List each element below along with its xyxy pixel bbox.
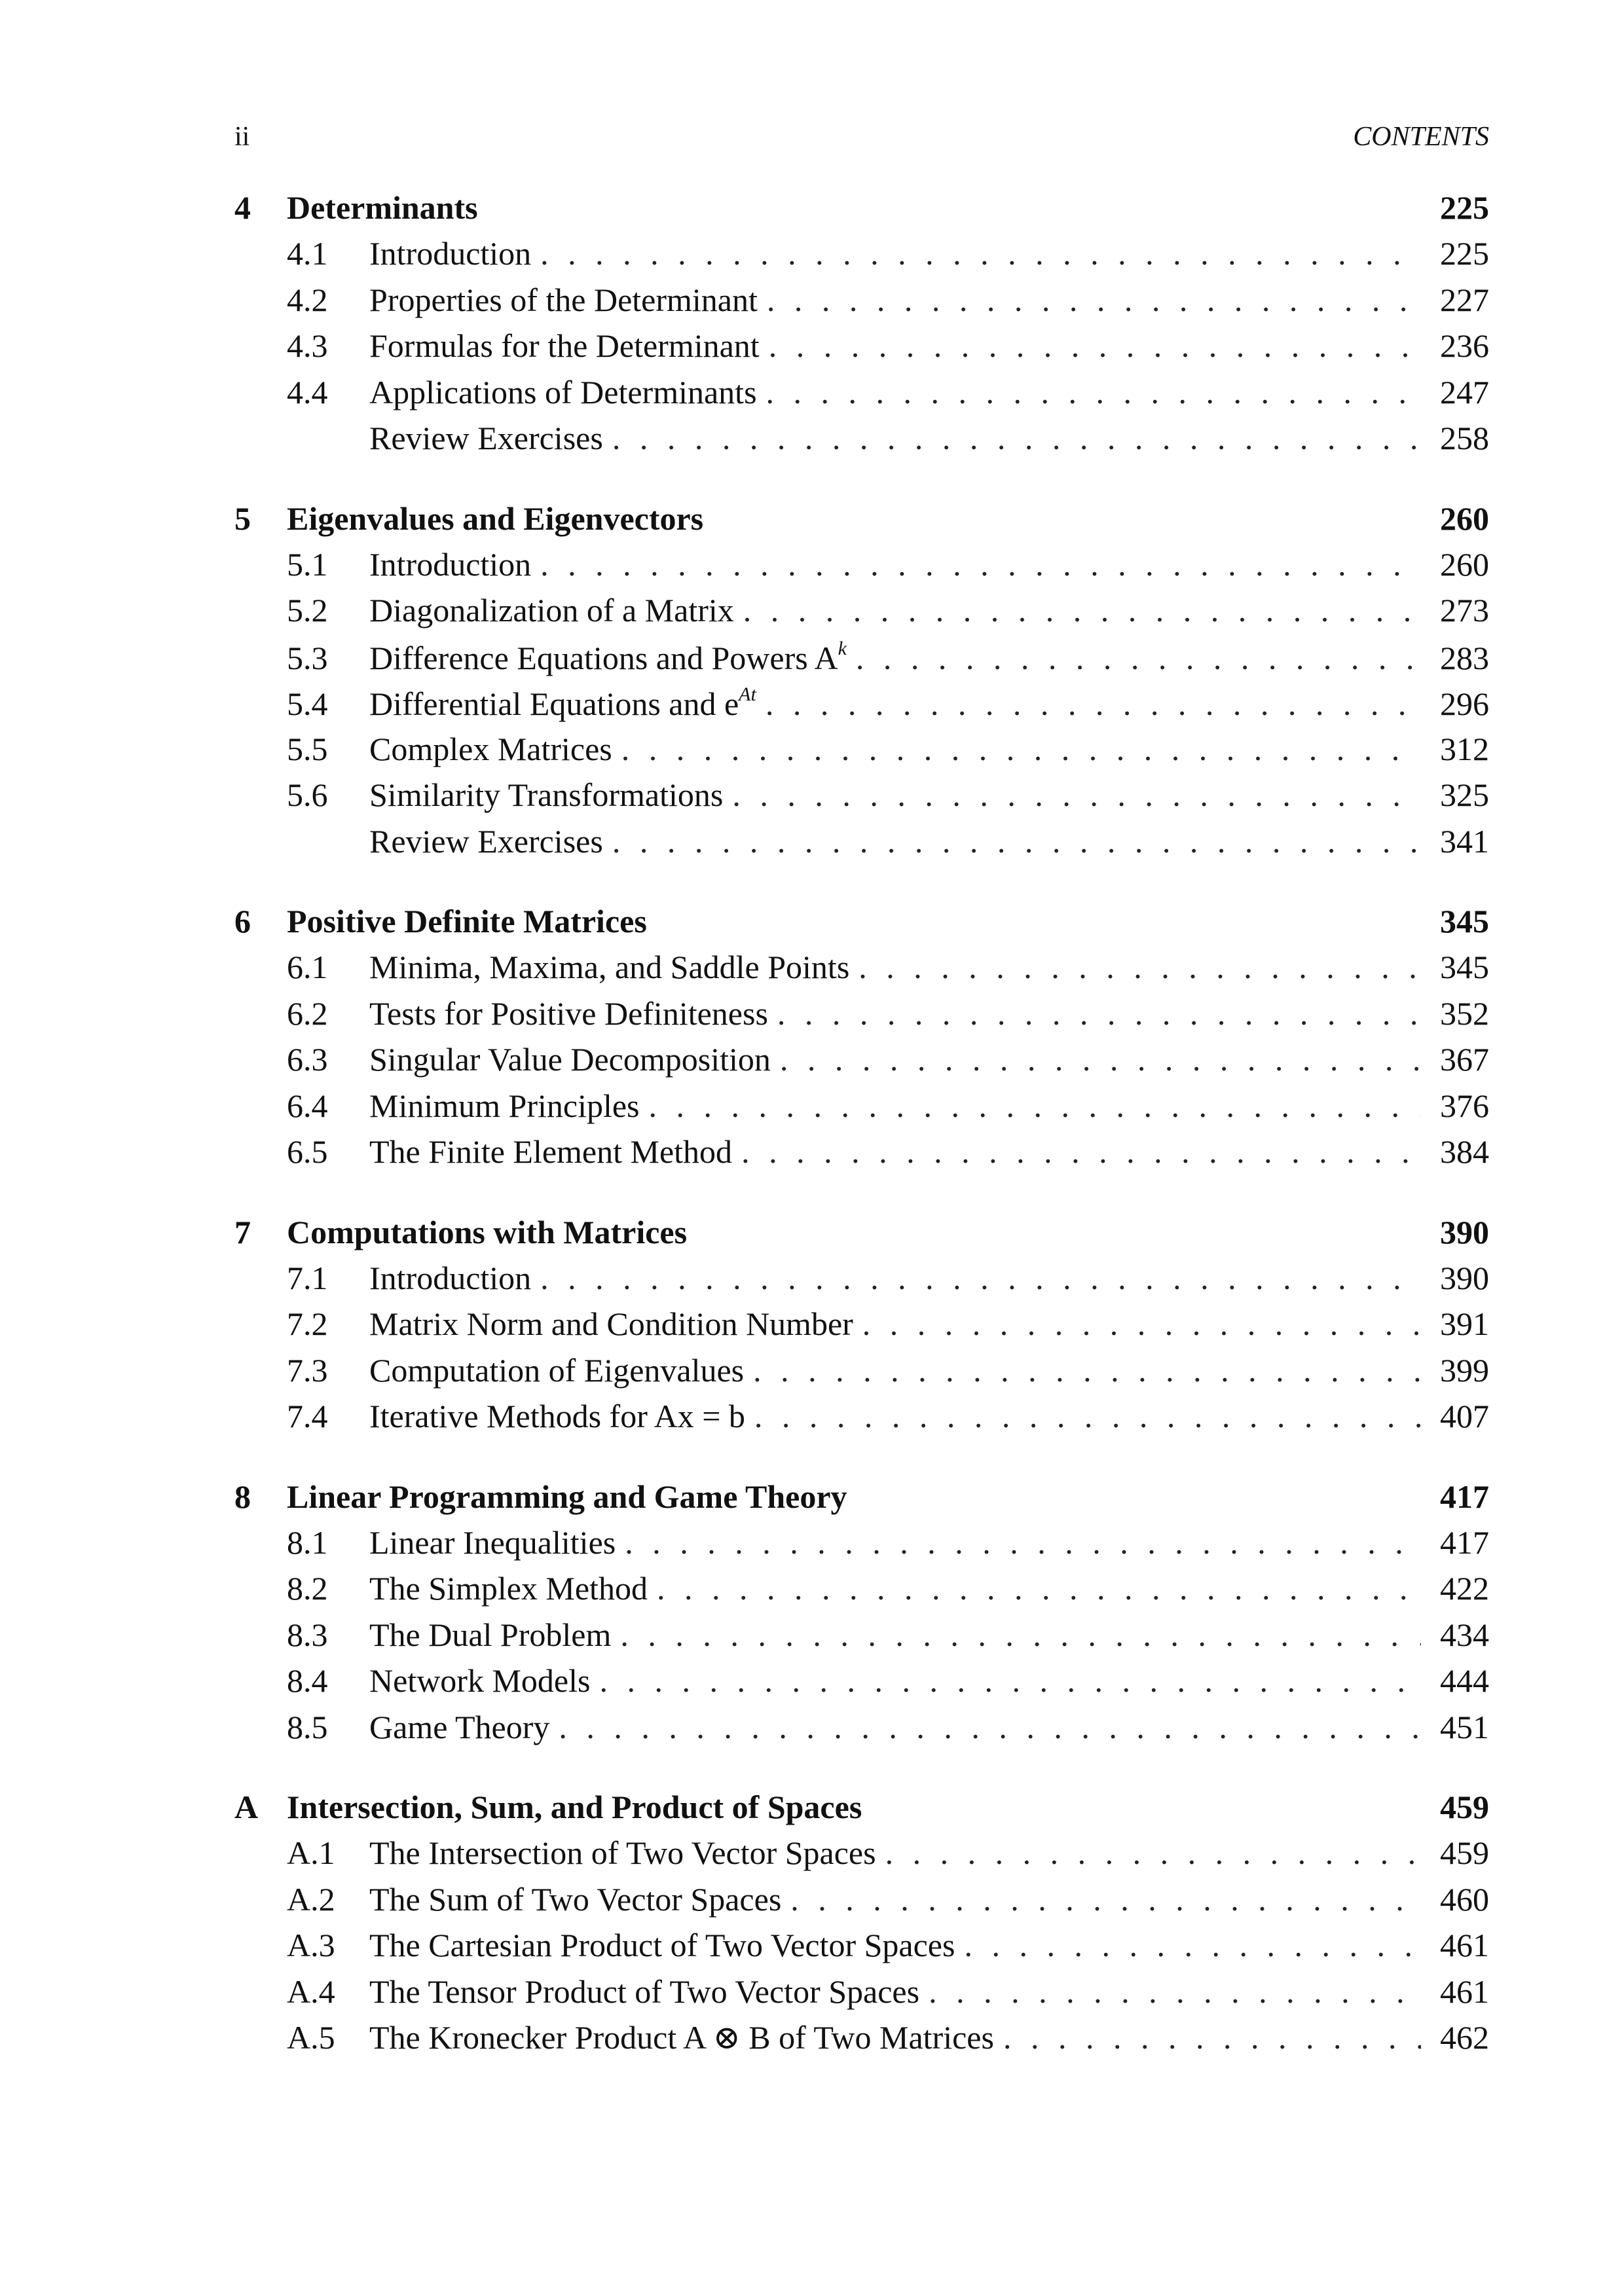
section-page: 283 bbox=[1440, 639, 1489, 676]
section-page: 258 bbox=[1440, 420, 1489, 456]
section-page: 390 bbox=[1440, 1259, 1489, 1296]
toc-chapter bbox=[234, 1788, 1489, 2065]
section-page: 325 bbox=[1440, 776, 1489, 813]
section-title bbox=[369, 1133, 741, 1171]
toc-entry[interactable] bbox=[234, 1259, 1489, 1305]
toc-entry[interactable] bbox=[234, 730, 1489, 776]
dot-leader bbox=[657, 1569, 1421, 1607]
section-number: A.1 bbox=[287, 1834, 335, 1871]
section-title bbox=[369, 419, 612, 457]
dot-leader bbox=[780, 1040, 1421, 1078]
chapter-title: Intersection, Sum, and Product of Spaces bbox=[287, 1789, 862, 1825]
section-page: 225 bbox=[1440, 235, 1489, 272]
chapter-number: 5 bbox=[234, 500, 251, 537]
section-page: 352 bbox=[1440, 994, 1489, 1032]
section-title-text: Game Theory bbox=[369, 1708, 550, 1745]
toc-entry[interactable] bbox=[234, 591, 1489, 638]
dot-leader bbox=[743, 591, 1421, 629]
toc-entry[interactable] bbox=[234, 1834, 1489, 1880]
section-title-text: Singular Value Decomposition bbox=[369, 1041, 771, 1078]
toc-entry[interactable] bbox=[234, 2018, 1489, 2065]
dot-leader bbox=[732, 776, 1421, 814]
section-title-text: Computation of Eigenvalues bbox=[369, 1351, 745, 1389]
toc-entry[interactable] bbox=[234, 1662, 1489, 1708]
chapter-heading[interactable] bbox=[234, 1788, 1489, 1834]
chapter-page: 417 bbox=[1440, 1478, 1489, 1515]
section-number: 6.3 bbox=[287, 1041, 328, 1078]
chapter-number: 8 bbox=[234, 1478, 251, 1515]
section-title bbox=[369, 281, 767, 319]
section-title bbox=[369, 1708, 559, 1746]
section-page: 391 bbox=[1440, 1305, 1489, 1342]
section-page: 247 bbox=[1440, 373, 1489, 410]
section-title-text: Tests for Positive Definiteness bbox=[369, 994, 768, 1032]
section-number: 5.6 bbox=[287, 776, 328, 813]
section-number: 5.4 bbox=[287, 685, 328, 722]
section-title-text: Minimum Principles bbox=[369, 1087, 640, 1124]
toc-chapter bbox=[234, 500, 1489, 869]
dot-leader bbox=[769, 327, 1421, 365]
toc-entry[interactable] bbox=[234, 994, 1489, 1041]
dot-leader bbox=[929, 1973, 1421, 2011]
section-title bbox=[369, 730, 621, 768]
toc-entry[interactable] bbox=[234, 1973, 1489, 2019]
section-page: 451 bbox=[1440, 1708, 1489, 1745]
section-title-text: The Finite Element Method bbox=[369, 1133, 733, 1170]
section-number: 6.5 bbox=[287, 1133, 328, 1170]
chapter-heading[interactable] bbox=[234, 902, 1489, 948]
section-title-text: Differential Equations and e bbox=[369, 685, 739, 722]
toc-entry[interactable] bbox=[234, 1616, 1489, 1662]
chapter-title: Eigenvalues and Eigenvectors bbox=[287, 500, 704, 537]
section-title-text: Introduction bbox=[369, 1259, 532, 1296]
section-title-text: The Tensor Product of Two Vector Spaces bbox=[369, 1973, 920, 2010]
section-number: 5.5 bbox=[287, 730, 328, 767]
chapter-number: 7 bbox=[234, 1213, 251, 1250]
section-title bbox=[369, 1523, 625, 1561]
page-header bbox=[234, 121, 1489, 154]
dot-leader bbox=[766, 373, 1421, 411]
section-number: A.3 bbox=[287, 1927, 335, 1963]
section-title bbox=[369, 591, 743, 629]
toc-entry[interactable] bbox=[234, 948, 1489, 994]
section-title-text: Introduction bbox=[369, 545, 532, 583]
section-title bbox=[369, 1880, 790, 1918]
section-page: 417 bbox=[1440, 1523, 1489, 1561]
section-number: 4.3 bbox=[287, 327, 328, 364]
toc-entry[interactable] bbox=[234, 1397, 1489, 1444]
section-title bbox=[369, 1040, 780, 1078]
section-number: 4.4 bbox=[287, 373, 328, 410]
section-title-text: Review Exercises bbox=[369, 822, 603, 860]
dot-leader bbox=[862, 1305, 1421, 1343]
section-page: 367 bbox=[1440, 1041, 1489, 1078]
section-number: 8.4 bbox=[287, 1662, 328, 1699]
chapter-heading[interactable] bbox=[234, 1213, 1489, 1259]
toc-entry[interactable] bbox=[234, 1305, 1489, 1351]
chapter-page: 260 bbox=[1440, 500, 1489, 537]
section-title-text: Properties of the Determinant bbox=[369, 281, 758, 318]
section-title bbox=[369, 638, 856, 677]
section-title-text: Complex Matrices bbox=[369, 730, 612, 767]
section-title-text: The Simplex Method bbox=[369, 1570, 648, 1607]
section-page: 434 bbox=[1440, 1616, 1489, 1653]
section-title-text: Iterative Methods for Ax = b bbox=[369, 1398, 745, 1434]
section-title-text: Network Models bbox=[369, 1662, 591, 1699]
toc-entry[interactable] bbox=[234, 234, 1489, 281]
dot-leader bbox=[540, 545, 1421, 583]
section-title bbox=[369, 1834, 885, 1872]
section-title bbox=[369, 373, 766, 411]
section-title bbox=[369, 1259, 540, 1297]
section-number: 6.4 bbox=[287, 1087, 328, 1124]
section-title bbox=[369, 1616, 620, 1654]
dot-leader bbox=[858, 948, 1421, 986]
chapter-heading[interactable] bbox=[234, 500, 1489, 545]
toc-chapter bbox=[234, 902, 1489, 1179]
section-page: 460 bbox=[1440, 1880, 1489, 1918]
section-title bbox=[369, 948, 858, 986]
toc-entry[interactable] bbox=[234, 776, 1489, 822]
dot-leader bbox=[856, 639, 1421, 677]
toc-entry[interactable] bbox=[234, 1133, 1489, 1179]
toc-chapter bbox=[234, 189, 1489, 465]
toc-entry[interactable] bbox=[234, 1040, 1489, 1087]
section-title-superscript: k bbox=[838, 637, 847, 659]
section-page: 312 bbox=[1440, 730, 1489, 767]
dot-leader bbox=[559, 1708, 1421, 1746]
toc-entry[interactable] bbox=[234, 638, 1489, 684]
section-title bbox=[369, 234, 540, 272]
dot-leader bbox=[540, 234, 1421, 272]
running-head: CONTENTS bbox=[1353, 122, 1489, 152]
section-title bbox=[369, 545, 540, 583]
section-page: 376 bbox=[1440, 1087, 1489, 1124]
section-page: 227 bbox=[1440, 281, 1489, 318]
dot-leader bbox=[777, 994, 1421, 1032]
toc-entry[interactable] bbox=[234, 1708, 1489, 1755]
chapter-page: 459 bbox=[1440, 1789, 1489, 1825]
section-number: A.2 bbox=[287, 1880, 335, 1918]
section-number: 6.1 bbox=[287, 949, 328, 985]
section-number: 7.3 bbox=[287, 1351, 328, 1389]
chapter-title: Determinants bbox=[287, 189, 478, 226]
toc-entry[interactable] bbox=[234, 545, 1489, 592]
section-title bbox=[369, 1926, 964, 1964]
section-number: 6.2 bbox=[287, 994, 328, 1032]
section-number: 5.1 bbox=[287, 545, 328, 583]
dot-leader bbox=[964, 1926, 1421, 1964]
section-title bbox=[369, 327, 769, 365]
section-number: 8.5 bbox=[287, 1708, 328, 1745]
table-of-contents bbox=[234, 189, 1489, 2099]
dot-leader bbox=[599, 1662, 1421, 1700]
section-page: 399 bbox=[1440, 1351, 1489, 1389]
dot-leader bbox=[540, 1259, 1421, 1297]
section-page: 444 bbox=[1440, 1662, 1489, 1699]
chapter-number: A bbox=[234, 1789, 259, 1825]
section-title-superscript: At bbox=[739, 683, 756, 705]
section-number: A.5 bbox=[287, 2019, 335, 2056]
dot-leader bbox=[649, 1087, 1422, 1125]
toc-entry[interactable] bbox=[234, 1926, 1489, 1973]
toc-entry[interactable] bbox=[234, 683, 1489, 730]
chapter-number: 6 bbox=[234, 903, 251, 939]
section-page: 422 bbox=[1440, 1570, 1489, 1607]
section-page: 273 bbox=[1440, 592, 1489, 629]
section-title-text: Introduction bbox=[369, 235, 532, 272]
section-page: 461 bbox=[1440, 1927, 1489, 1963]
section-title bbox=[369, 683, 766, 723]
toc-entry[interactable] bbox=[234, 1569, 1489, 1616]
section-number: 8.1 bbox=[287, 1523, 328, 1561]
section-page: 407 bbox=[1440, 1398, 1489, 1434]
section-page: 296 bbox=[1440, 685, 1489, 722]
section-title-text: The Kronecker Product A ⊗ B of Two Matrices bbox=[369, 2019, 994, 2056]
section-title-text: Linear Inequalities bbox=[369, 1523, 616, 1561]
dot-leader bbox=[612, 822, 1421, 860]
chapter-heading[interactable] bbox=[234, 189, 1489, 234]
dot-leader bbox=[1003, 2018, 1421, 2056]
dot-leader bbox=[621, 730, 1421, 768]
section-number: 4.1 bbox=[287, 235, 328, 272]
dot-leader bbox=[741, 1133, 1421, 1171]
chapter-title: Linear Programming and Game Theory bbox=[287, 1478, 847, 1515]
toc-entry[interactable] bbox=[234, 822, 1489, 869]
section-page: 341 bbox=[1440, 822, 1489, 860]
chapter-number: 4 bbox=[234, 189, 251, 226]
section-title-text: Formulas for the Determinant bbox=[369, 327, 760, 364]
dot-leader bbox=[612, 419, 1421, 457]
dot-leader bbox=[754, 1397, 1421, 1435]
section-title bbox=[369, 1351, 753, 1389]
section-title-text: The Intersection of Two Vector Spaces bbox=[369, 1834, 876, 1871]
section-number: 8.3 bbox=[287, 1616, 328, 1653]
dot-leader bbox=[790, 1880, 1421, 1918]
section-number: 8.2 bbox=[287, 1570, 328, 1607]
chapter-page: 390 bbox=[1440, 1213, 1489, 1250]
toc-entry[interactable] bbox=[234, 1351, 1489, 1398]
toc-entry[interactable] bbox=[234, 327, 1489, 373]
section-title-text: Applications of Determinants bbox=[369, 373, 757, 410]
chapter-title: Positive Definite Matrices bbox=[287, 903, 647, 939]
section-title bbox=[369, 2018, 1003, 2056]
section-title-text: Matrix Norm and Condition Number bbox=[369, 1305, 853, 1342]
section-page: 236 bbox=[1440, 327, 1489, 364]
section-number: 7.1 bbox=[287, 1259, 328, 1296]
section-title-text: The Dual Problem bbox=[369, 1616, 612, 1653]
section-page: 345 bbox=[1440, 949, 1489, 985]
page-folio: ii bbox=[234, 122, 250, 152]
dot-leader bbox=[885, 1834, 1421, 1872]
toc-entry[interactable] bbox=[234, 1880, 1489, 1927]
dot-leader bbox=[753, 1351, 1421, 1389]
toc-entry[interactable] bbox=[234, 373, 1489, 420]
section-number: 5.3 bbox=[287, 639, 328, 676]
dot-leader bbox=[766, 685, 1421, 723]
section-title bbox=[369, 1397, 754, 1435]
section-title bbox=[369, 776, 732, 814]
toc-entry[interactable] bbox=[234, 281, 1489, 327]
section-number: 7.2 bbox=[287, 1305, 328, 1342]
section-page: 384 bbox=[1440, 1133, 1489, 1170]
toc-chapter bbox=[234, 1213, 1489, 1444]
section-title-text: Similarity Transformations bbox=[369, 776, 724, 813]
section-title bbox=[369, 1973, 929, 2011]
dot-leader bbox=[625, 1523, 1421, 1561]
toc-entry[interactable] bbox=[234, 419, 1489, 465]
section-number: 5.2 bbox=[287, 592, 328, 629]
toc-entry[interactable] bbox=[234, 1087, 1489, 1133]
section-number: 4.2 bbox=[287, 281, 328, 318]
section-number: A.4 bbox=[287, 1973, 335, 2010]
toc-chapter bbox=[234, 1478, 1489, 1755]
section-title bbox=[369, 822, 612, 860]
section-page: 260 bbox=[1440, 545, 1489, 583]
chapter-title: Computations with Matrices bbox=[287, 1213, 688, 1250]
section-title bbox=[369, 1305, 862, 1343]
section-title-text: The Cartesian Product of Two Vector Spaces bbox=[369, 1927, 955, 1963]
chapter-page: 225 bbox=[1440, 189, 1489, 226]
chapter-page: 345 bbox=[1440, 903, 1489, 939]
section-number: 7.4 bbox=[287, 1398, 328, 1434]
chapter-heading[interactable] bbox=[234, 1478, 1489, 1523]
section-title-text: Minima, Maxima, and Saddle Points bbox=[369, 949, 850, 985]
dot-leader bbox=[767, 281, 1421, 319]
section-page: 462 bbox=[1440, 2019, 1489, 2056]
section-title bbox=[369, 1569, 657, 1607]
section-title bbox=[369, 994, 777, 1032]
section-page: 461 bbox=[1440, 1973, 1489, 2010]
section-page: 459 bbox=[1440, 1834, 1489, 1871]
section-title-text: Difference Equations and Powers A bbox=[369, 639, 838, 676]
section-title bbox=[369, 1087, 649, 1125]
section-title-text: Review Exercises bbox=[369, 420, 603, 456]
dot-leader bbox=[620, 1616, 1421, 1654]
section-title-text: The Sum of Two Vector Spaces bbox=[369, 1880, 782, 1918]
toc-entry[interactable] bbox=[234, 1523, 1489, 1570]
section-title-text: Diagonalization of a Matrix bbox=[369, 592, 734, 629]
section-title bbox=[369, 1662, 599, 1700]
